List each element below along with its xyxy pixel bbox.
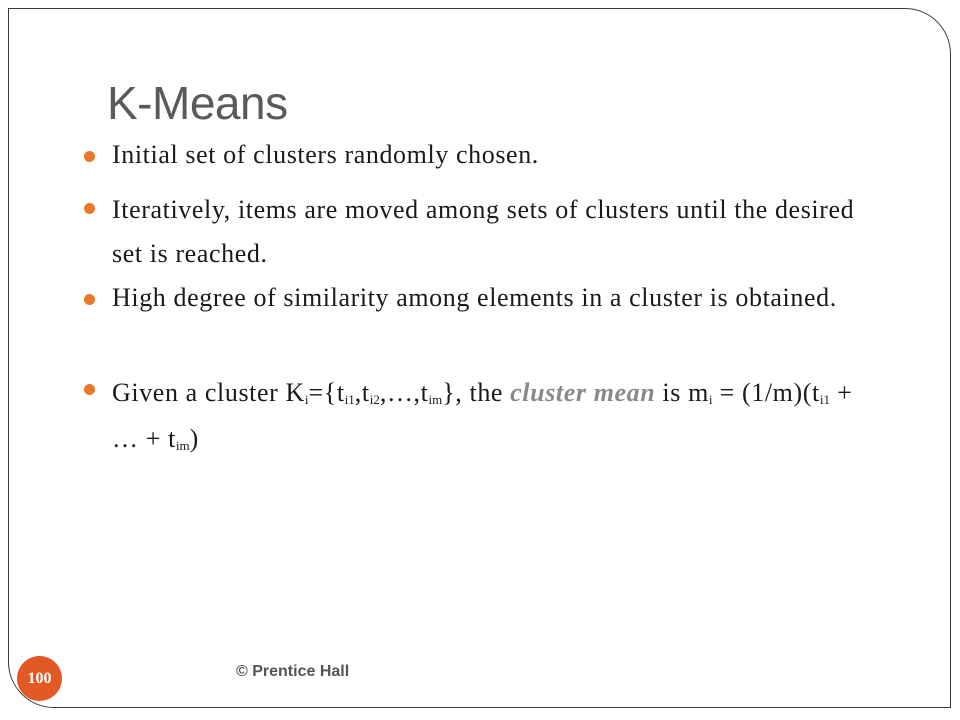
- formula-text: ): [189, 424, 199, 453]
- formula-subscript: i1: [819, 392, 830, 407]
- bullet-dot-icon: [84, 294, 95, 305]
- bullet-text: Initial set of clusters randomly chosen.: [112, 140, 539, 169]
- formula-text: + … + t: [112, 378, 853, 453]
- formula-subscript: i: [304, 392, 309, 407]
- formula-subscript: i: [708, 392, 713, 407]
- formula-text: Given a cluster K: [112, 378, 305, 407]
- footer-copyright: © Prentice Hall: [236, 663, 350, 680]
- bullet-dot-icon: [84, 151, 95, 162]
- slide-title: K-Means: [107, 77, 288, 129]
- page-number-badge: 100: [17, 656, 62, 701]
- formula-text: }, the: [442, 378, 511, 407]
- formula-text: ={t: [308, 378, 345, 407]
- formula-text: is m: [655, 378, 709, 407]
- formula-text: ,t: [354, 378, 370, 407]
- cluster-mean-formula: [112, 370, 872, 462]
- bullet-dot-icon: [84, 203, 95, 214]
- formula-text: ,…,t: [379, 378, 429, 407]
- formula-subscript: im: [175, 438, 190, 453]
- bullet-text: High degree of similarity among elements in a cluster is obtained.: [112, 283, 837, 312]
- bullet-text: Iteratively, items are moved among sets of clusters until the desired set is reached.: [112, 195, 855, 268]
- formula-subscript: im: [428, 392, 443, 407]
- cluster-mean-term: cluster mean: [510, 378, 656, 407]
- formula-subscript: i2: [369, 392, 380, 407]
- formula-subscript: i1: [344, 392, 355, 407]
- bullet-dot-icon: [84, 384, 95, 395]
- formula-text: = (1/m)(t: [712, 378, 820, 407]
